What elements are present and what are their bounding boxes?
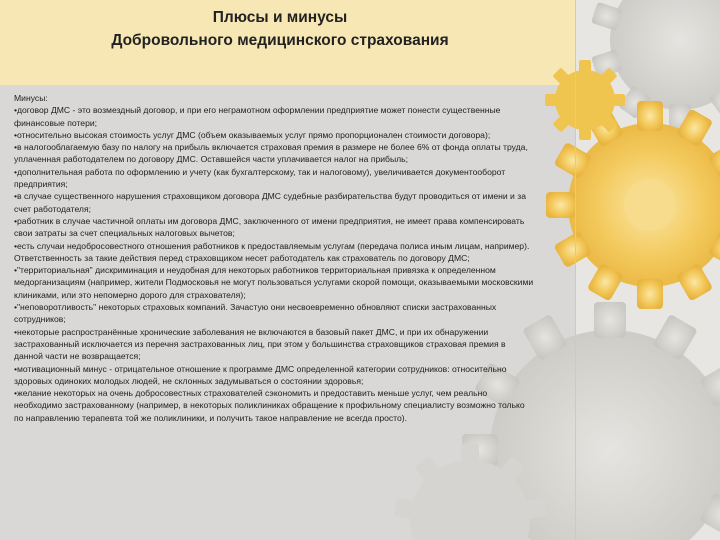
yellow-gear — [546, 101, 720, 309]
cons-item: •некоторые распространённые хронические заболевания не включаются в базовый пакет ДМС, и при их обнаружении застрахованный исключается из перечня застрахованных лиц, при этом у большинства страховщиков страховая премия в данной части не возвращается; — [14, 326, 506, 362]
divider-line — [575, 0, 576, 540]
cons-item: •в налогооблагаемую базу по налогу на прибыль включается страховая премия в размере не более 6% от фонда оплаты труда, уплаченная работодателем по договору ДМС. Оставшейся части уплачивается налог на прибыль; — [14, 142, 528, 165]
cons-item: •относительно высокая стоимость услуг ДМС (объем оказываемых услуг прямо пропорционален стоимости договора); — [14, 129, 491, 140]
cons-item: •дополнительная работа по оформлению и учету (как бухгалтерскому, так и налоговому), увеличивается документооборот предприятия; — [14, 166, 506, 190]
cons-item: •"неповоротливость" некоторых страховых компаний. Зачастую они несвоевременно обновляют списки застрахованных сотрудников; — [14, 302, 497, 325]
cons-item: •есть случаи недобросовестного отношения работников к предоставляемым услугам (передача полиса иным лицам, например). Ответственность за такие действия перед страховщиком несет работодатель как страхователь по договору ДМС; — [14, 240, 530, 263]
cons-item: •в случае существенного нарушения страховщиком договора ДМС судебные разбирательства будут проводиться от имени и за счет работодателя; — [14, 191, 526, 214]
yellow-gear-small — [545, 60, 625, 140]
title-line-1: Плюсы и минусы — [212, 9, 348, 26]
slide-title — [20, 6, 540, 52]
cons-text-block — [14, 92, 536, 424]
cons-item: •"территориальная" дискриминация и неудобная для некоторых работников территориальная привязка к определенном медорганизациям (например, жители Подмосковья не могут пользоваться услугами скорой помощи, оказываемыми московскими клиниками, или это непомерно дорого для страхователя); — [14, 265, 534, 300]
cons-item: •работник в случае частичной оплаты им договора ДМС, заключенного от имени предприятия, не имеет права компенсировать свои затраты за счет специальных налоговых вычетов; — [14, 215, 525, 239]
cons-item: •желание некоторых на очень добросовестных страхователей сэкономить и предоставить меньше услуг, чем реально необходимо застрахованному (например, в некоторых поликлиниках обращение к профильному специалисту возможно только по направлению терапевта той же поликлиники, и получить такое направление не всегда просто). — [14, 388, 525, 423]
cons-heading: Минусы: — [14, 93, 48, 103]
title-line-2: Добровольного медицинского страхования — [111, 32, 449, 49]
cons-item: •мотивационный минус - отрицательное отношение к программе ДМС определенной категории сотрудников: относительно здоровых одиноких молодых людей, не склонных задумываться о состоянии здоровья; — [14, 363, 507, 386]
cons-item: •договор ДМС - это возмездный договор, и при его неграмотном оформлении предприятие может понести существенные финансовые потери; — [14, 105, 501, 128]
